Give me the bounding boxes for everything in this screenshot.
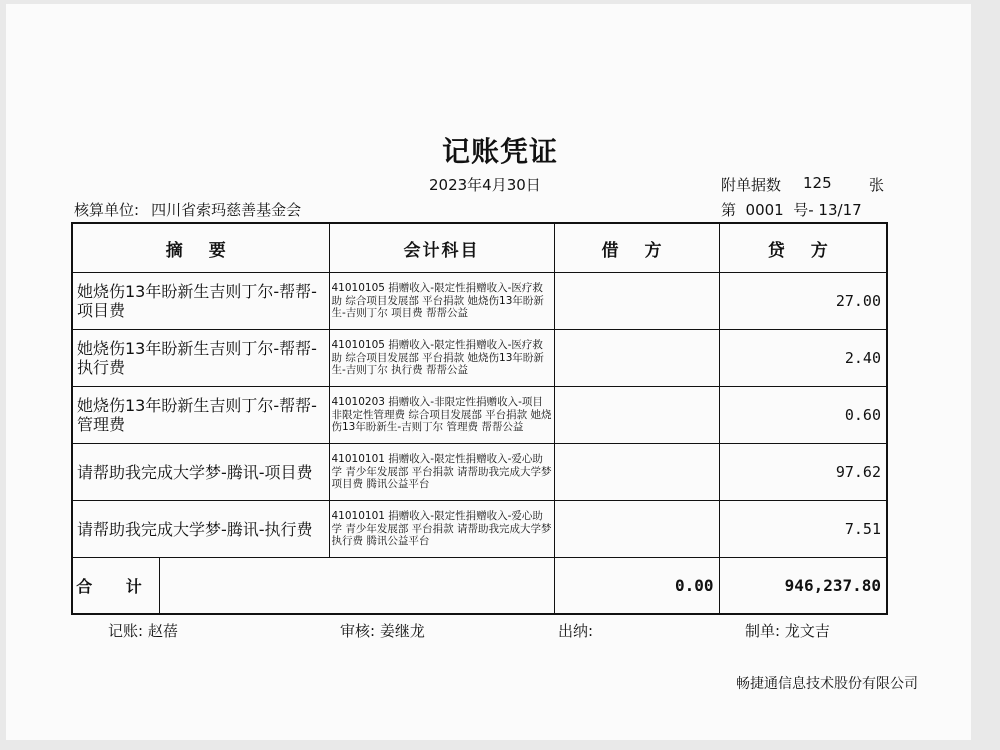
row-summary: 她烧伤13年盼新生吉则丁尔-帮帮-执行费 [72,330,329,387]
total-label: 合 计 [73,558,160,613]
accounting-unit [74,199,301,220]
attachment-number: 125 [803,174,832,192]
total-row [72,558,887,615]
table-row [72,501,887,558]
row-credit: 27.00 [719,273,887,330]
row-account: 41010101 捐赠收入-限定性捐赠收入-爱心助学 青少年发展部 平台捐款 请帮助我完成大学梦 执行费 腾讯公益平台 [329,501,554,558]
row-credit: 0.60 [719,387,887,444]
header-debit: 借 方 [554,223,719,273]
voucher-table [71,222,888,615]
header-summary: 摘 要 [72,223,329,273]
total-blank [160,558,554,613]
auditor: 审核: 姜继龙 [340,622,425,640]
table-row [72,273,887,330]
row-account: 41010101 捐赠收入-限定性捐赠收入-爱心助学 青少年发展部 平台捐款 请帮助我完成大学梦 项目费 腾讯公益平台 [329,444,554,501]
cashier: 出纳: [558,622,594,640]
total-debit: 0.00 [554,558,719,615]
total-label-cell [72,558,554,615]
bookkeeper: 记账: 赵蓓 [108,622,178,640]
row-credit: 2.40 [719,330,887,387]
row-debit [554,501,719,558]
preparer: 制单: 龙文吉 [745,622,830,640]
row-credit: 97.62 [719,444,887,501]
row-account: 41010105 捐赠收入-限定性捐赠收入-医疗救助 综合项目发展部 平台捐款 她烧伤13年盼新生-吉则丁尔 项目费 帮帮公益 [329,273,554,330]
attachment-unit: 张 [869,176,885,194]
accounting-unit-label: 核算单位: [74,201,140,219]
row-debit [554,273,719,330]
total-credit: 946,237.80 [719,558,887,615]
header-account: 会计科目 [329,223,554,273]
voucher-title: 记账凭证 [441,135,558,168]
row-debit [554,387,719,444]
voucher-number: 第 0001 号- 13/17 [721,201,862,219]
row-summary: 她烧伤13年盼新生吉则丁尔-帮帮-管理费 [72,387,329,444]
table-header [72,223,887,273]
row-summary: 请帮助我完成大学梦-腾讯-执行费 [72,501,329,558]
table-row [72,444,887,501]
voucher-date: 2023年4月30日 [429,176,541,194]
row-account: 41010105 捐赠收入-限定性捐赠收入-医疗救助 综合项目发展部 平台捐款 她烧伤13年盼新生-吉则丁尔 执行费 帮帮公益 [329,330,554,387]
row-debit [554,444,719,501]
attachment-label: 附单据数 [721,176,782,194]
row-account: 41010203 捐赠收入-非限定性捐赠收入-项目非限定性管理费 综合项目发展部 平台捐款 她烧伤13年盼新生-吉则丁尔 管理费 帮帮公益 [329,387,554,444]
header-credit: 贷 方 [719,223,887,273]
table-row [72,330,887,387]
attachment-count [721,174,885,195]
software-company: 畅捷通信息技术股份有限公司 [736,676,918,692]
accounting-unit-value: 四川省索玛慈善基金会 [151,201,302,219]
row-credit: 7.51 [719,501,887,558]
row-debit [554,330,719,387]
row-summary: 她烧伤13年盼新生吉则丁尔-帮帮-项目费 [72,273,329,330]
row-summary: 请帮助我完成大学梦-腾讯-项目费 [72,444,329,501]
table-row [72,387,887,444]
